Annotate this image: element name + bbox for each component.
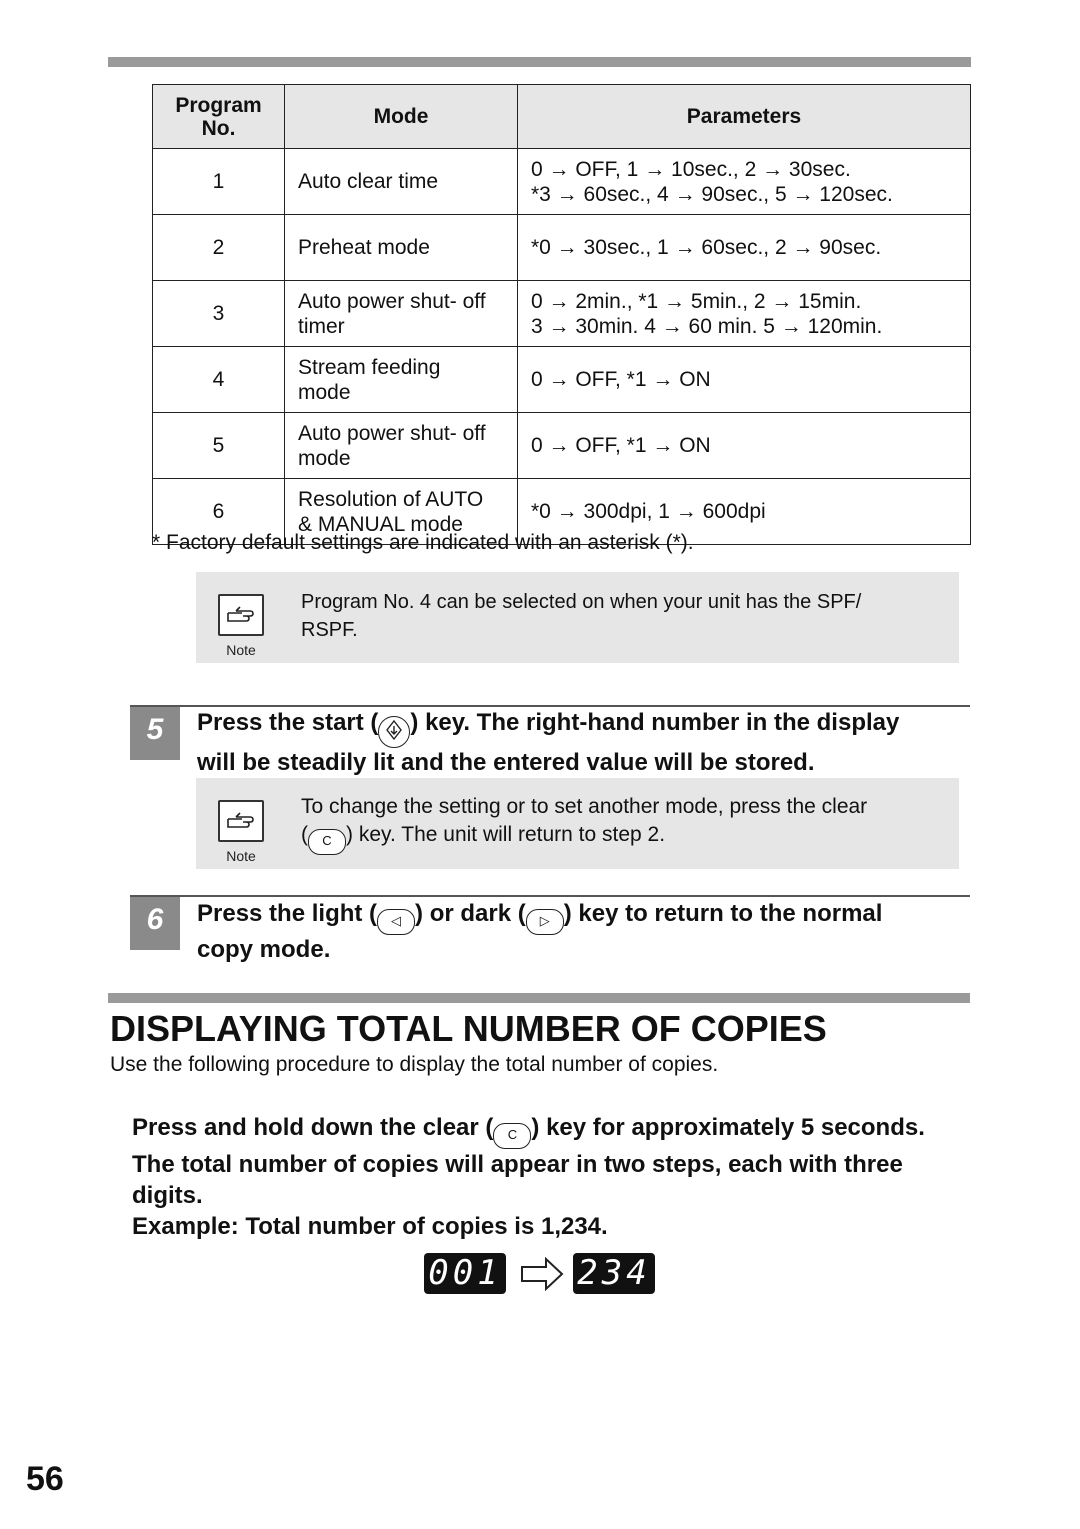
step5-number: 5 — [130, 707, 180, 760]
mode-text: Auto power shut- off — [298, 421, 486, 445]
mode-text: mode — [298, 446, 351, 470]
step5-line1 — [197, 708, 977, 748]
note-label: Note — [226, 848, 256, 864]
table-row — [153, 149, 971, 215]
clear-key-icon: C — [493, 1123, 531, 1149]
factory-default-footnote: * Factory default settings are indicated with an asterisk (*). — [152, 531, 694, 554]
note-line: To change the setting or to set another mode, press the clear — [301, 795, 868, 818]
note-text — [301, 793, 941, 855]
parameters-cell — [518, 413, 971, 479]
parameter-line: *0 → 30sec., 1 → 60sec., 2 → 90sec. — [531, 236, 882, 259]
pointing-hand-icon — [218, 594, 264, 636]
mode-text: timer — [298, 314, 345, 338]
header-program-line2: No. — [201, 116, 236, 140]
arrow-right-icon — [520, 1256, 564, 1297]
parameter-line: *0 → 300dpi, 1 → 600dpi — [531, 500, 766, 523]
parameters-cell — [518, 215, 971, 281]
note-line: Program No. 4 can be selected on when your unit has the SPF/ — [301, 591, 862, 613]
step5-before: Press the start ( — [197, 709, 379, 736]
mode-text: Auto power shut- off — [298, 289, 486, 313]
note-text — [301, 588, 941, 644]
procedure-after: ) key for approximately 5 seconds. — [531, 1114, 925, 1141]
top-rule — [108, 57, 971, 67]
header-mode: Mode — [285, 85, 518, 149]
program-no: 2 — [153, 215, 285, 281]
section-title: DISPLAYING TOTAL NUMBER OF COPIES — [110, 1008, 827, 1049]
step6-p2: ) or dark ( — [415, 900, 526, 927]
mode-text: Preheat mode — [298, 236, 430, 259]
mode-text: mode — [298, 380, 351, 404]
parameters-cell — [518, 347, 971, 413]
mode-cell — [285, 413, 518, 479]
note-label: Note — [226, 642, 256, 658]
step6-number: 6 — [130, 897, 180, 950]
program-no: 3 — [153, 281, 285, 347]
section-rule — [108, 993, 970, 1003]
header-program-line1: Program — [175, 93, 262, 117]
parameters-cell — [518, 281, 971, 347]
page-number: 56 — [26, 1460, 64, 1498]
step6-line1 — [197, 899, 977, 935]
procedure-before: Press and hold down the clear ( — [132, 1114, 494, 1141]
step6-instruction — [197, 899, 977, 964]
light-key-icon: ◁ — [377, 909, 415, 935]
mode-cell — [285, 149, 518, 215]
mode-text: & MANUAL mode — [298, 512, 463, 536]
program-no: 5 — [153, 413, 285, 479]
note-box-clear — [196, 778, 959, 869]
header-parameters: Parameters — [518, 85, 971, 149]
table-row — [153, 413, 971, 479]
clear-key-icon: C — [308, 829, 346, 855]
step6-rule — [130, 895, 970, 897]
dark-key-icon: ▷ — [526, 909, 564, 935]
parameter-line: 0 → OFF, 1 → 10sec., 2 → 30sec. — [531, 157, 851, 181]
display-first-digits: 001 — [424, 1253, 506, 1294]
parameter-line: *3 → 60sec., 4 → 90sec., 5 → 120sec. — [531, 182, 893, 206]
header-program-no — [153, 85, 285, 149]
note-open-paren: ( — [301, 823, 308, 846]
display-second-digits: 234 — [573, 1253, 655, 1294]
note-line — [301, 821, 941, 855]
mode-cell — [285, 347, 518, 413]
mode-text: Stream feeding — [298, 355, 441, 379]
procedure-example: Example: Total number of copies is 1,234. — [132, 1213, 608, 1240]
note-line: RSPF. — [301, 619, 358, 641]
step6-line2: copy mode. — [197, 936, 331, 963]
step5-rule — [130, 705, 970, 707]
mode-cell — [285, 215, 518, 281]
procedure-line1 — [132, 1112, 982, 1149]
step5-instruction — [197, 708, 977, 777]
mode-cell — [285, 281, 518, 347]
table-row — [153, 215, 971, 281]
parameter-line: 0 → OFF, *1 → ON — [531, 368, 711, 391]
note-icon — [218, 800, 264, 864]
mode-text: Resolution of AUTO — [298, 487, 484, 511]
step5-line2: will be steadily lit and the entered value will be stored. — [197, 749, 815, 776]
note-after: ) key. The unit will return to step 2. — [346, 823, 666, 846]
program-no: 6 — [153, 479, 285, 545]
start-key-icon — [378, 716, 410, 748]
program-table — [152, 84, 971, 545]
procedure-line2: The total number of copies will appear in two steps, each with three — [132, 1151, 903, 1178]
program-no: 4 — [153, 347, 285, 413]
pointing-hand-icon — [218, 800, 264, 842]
step6-p1: Press the light ( — [197, 900, 378, 927]
parameter-line: 0 → OFF, *1 → ON — [531, 434, 711, 457]
procedure-text — [132, 1112, 982, 1242]
note-box-spf — [196, 572, 959, 663]
table-header-row — [153, 85, 971, 149]
note-icon — [218, 594, 264, 658]
program-no: 1 — [153, 149, 285, 215]
procedure-line3: digits. — [132, 1182, 203, 1209]
section-intro: Use the following procedure to display the total number of copies. — [110, 1053, 719, 1076]
parameter-line: 0 → 2min., *1 → 5min., 2 → 15min. — [531, 289, 862, 313]
parameters-cell — [518, 149, 971, 215]
step6-p3: ) key to return to the normal — [563, 900, 883, 927]
step5-after: ) key. The right-hand number in the display — [410, 709, 900, 736]
parameter-line: 3 → 30min. 4 → 60 min. 5 → 120min. — [531, 314, 883, 338]
mode-text: Auto clear time — [298, 170, 439, 193]
table-row — [153, 281, 971, 347]
table-row — [153, 347, 971, 413]
